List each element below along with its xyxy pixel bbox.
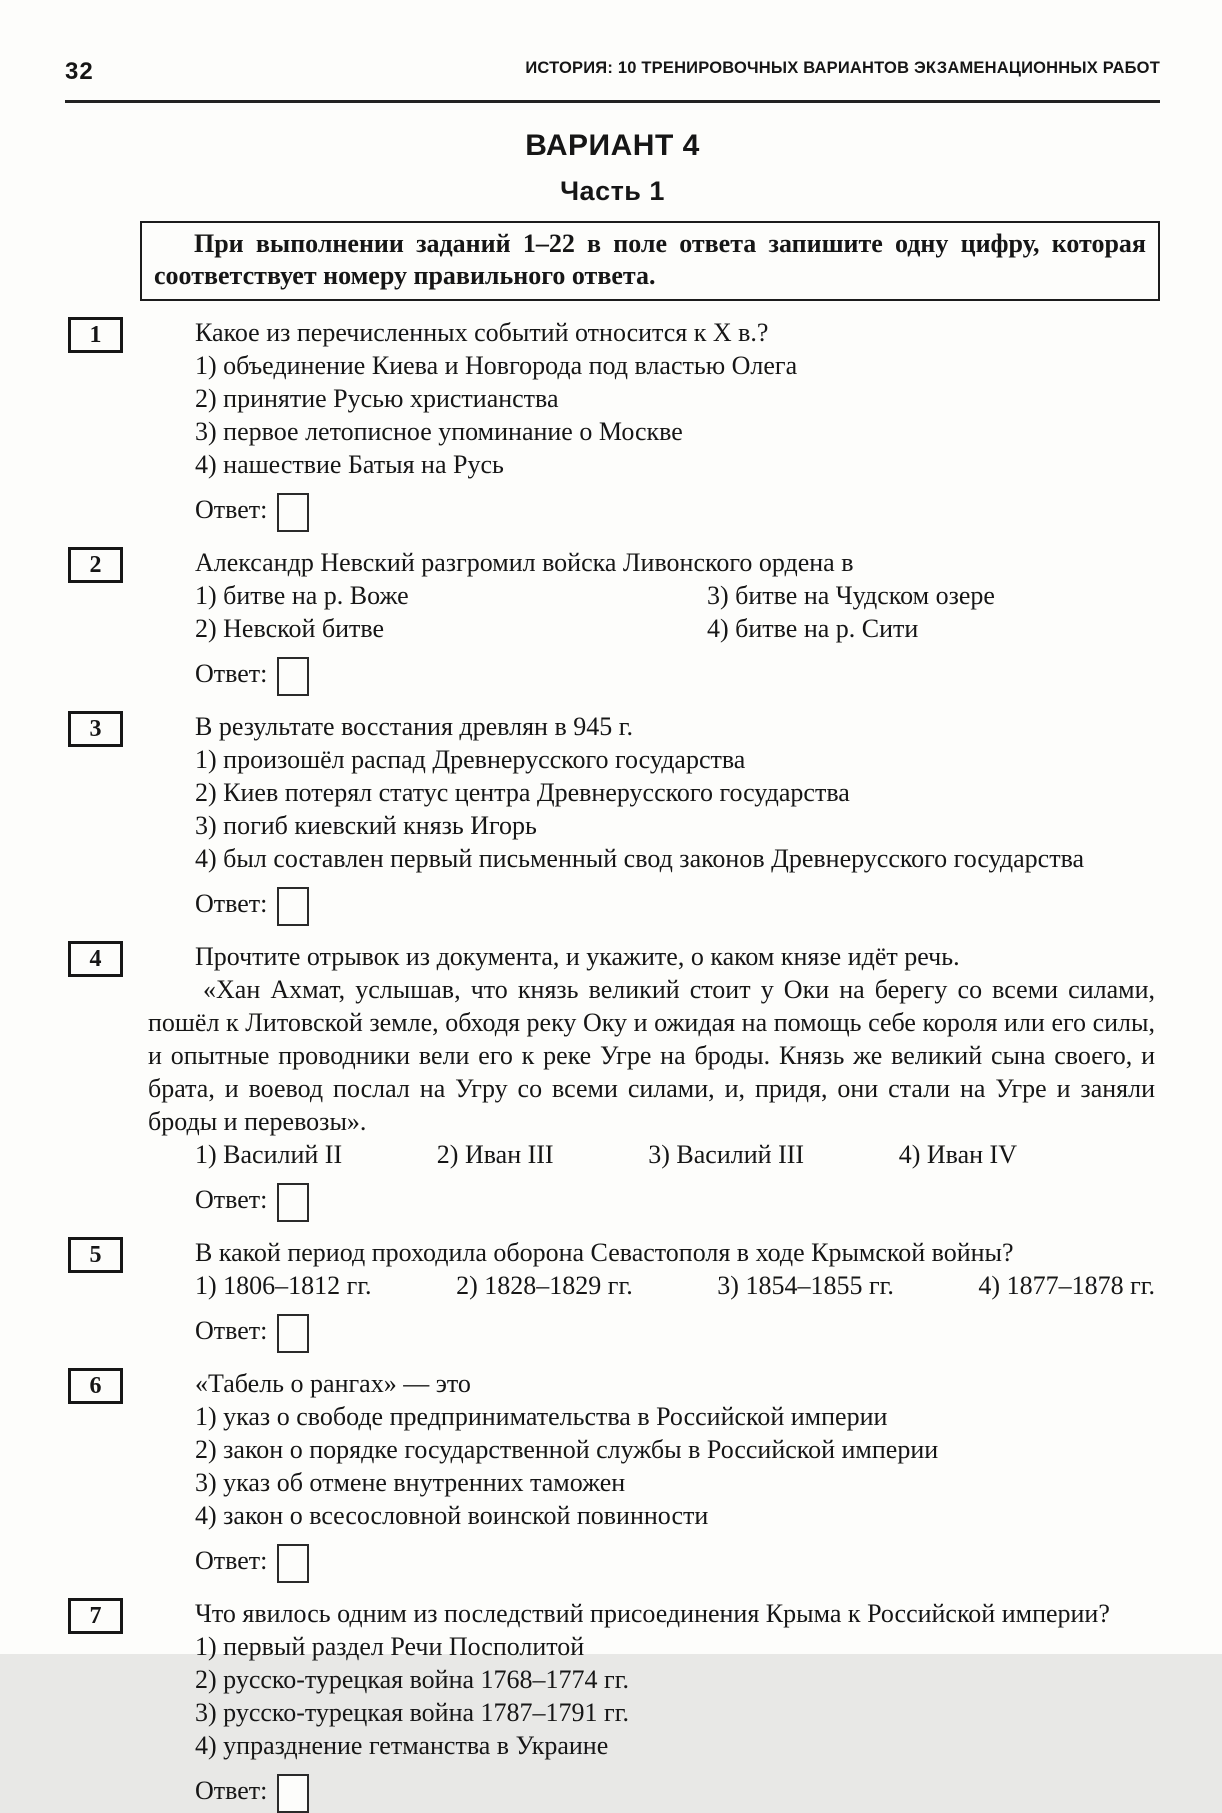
option: 1) указ о свободе предпринимательства в Российской империи xyxy=(195,1402,888,1431)
options-column xyxy=(660,579,995,645)
answer-label: Ответ: xyxy=(195,888,268,918)
answer-input-box[interactable] xyxy=(277,657,309,696)
option: 4) Иван IV xyxy=(898,1140,1017,1169)
answer-row xyxy=(195,1538,1155,1582)
running-header xyxy=(65,52,1160,88)
options-list xyxy=(148,1400,1155,1532)
answer-row xyxy=(195,1768,1155,1812)
question-text: «Табель о рангах» — это xyxy=(195,1369,471,1398)
question-number-box xyxy=(68,547,123,583)
question-number-box xyxy=(68,711,123,747)
options-list xyxy=(148,1269,1155,1302)
option: 2) русско-турецкая война 1768–1774 гг. xyxy=(195,1665,629,1694)
option: 2) 1828–1829 гг. xyxy=(456,1271,633,1300)
question-6 xyxy=(89,1367,1155,1582)
option: 4) был составлен первый письменный свод законов Древнерусского государства xyxy=(195,844,1085,873)
instruction-text: При выполнении заданий 1–22 в поле ответа запишите одну цифру, которая соответствует номеру правильного ответа. xyxy=(154,229,1146,290)
option: 2) Иван III xyxy=(436,1140,554,1169)
question-number-box xyxy=(68,1237,123,1273)
answer-row xyxy=(195,1177,1155,1221)
question-2 xyxy=(89,546,1155,695)
question-number: 2 xyxy=(89,551,102,578)
question-number: 5 xyxy=(89,1241,102,1268)
answer-label: Ответ: xyxy=(195,494,268,524)
answer-row xyxy=(195,487,1155,531)
part-title: Часть 1 xyxy=(560,176,665,206)
option: 2) Невской битве xyxy=(195,614,385,643)
variant-title: ВАРИАНТ 4 xyxy=(525,129,700,162)
question-number: 7 xyxy=(89,1602,102,1629)
question-text: В какой период проходила оборона Севастополя в ходе Крымской войны? xyxy=(195,1238,1014,1267)
option: 3) русско-турецкая война 1787–1791 гг. xyxy=(195,1698,629,1727)
answer-label: Ответ: xyxy=(195,1184,268,1214)
question-text: Какое из перечисленных событий относится к X в.? xyxy=(195,318,769,347)
question-5 xyxy=(89,1236,1155,1352)
answer-row xyxy=(195,1308,1155,1352)
option: 1) 1806–1812 гг. xyxy=(195,1271,372,1300)
question-number: 3 xyxy=(89,715,102,742)
question-number: 1 xyxy=(89,321,102,348)
question-4 xyxy=(89,940,1155,1221)
question-3 xyxy=(89,710,1155,925)
answer-input-box[interactable] xyxy=(277,1314,309,1353)
options-list xyxy=(148,349,1155,481)
running-header-title: ИСТОРИЯ: 10 ТРЕНИРОВОЧНЫХ ВАРИАНТОВ ЭКЗАМЕНАЦИОННЫХ РАБОТ xyxy=(525,59,1160,77)
option: 3) указ об отмене внутренних таможен xyxy=(195,1468,626,1497)
answer-row xyxy=(195,881,1155,925)
option: 4) 1877–1878 гг. xyxy=(978,1271,1155,1300)
answer-row xyxy=(195,651,1155,695)
option: 4) нашествие Батыя на Русь xyxy=(195,450,504,479)
question-text: Александр Невский разгромил войска Ливонского ордена в xyxy=(195,548,854,577)
answer-input-box[interactable] xyxy=(277,1183,309,1222)
answer-label: Ответ: xyxy=(195,1775,268,1805)
option: 1) произошёл распад Древнерусского государства xyxy=(195,745,746,774)
options-list xyxy=(148,743,1155,875)
options-column xyxy=(148,579,660,645)
question-quote: «Хан Ахмат, услышав, что князь великий стоит у Оки на берегу со всеми силами, пошёл к Литовской земле, обходя реку Оку и ожидая на помощь себе короля или его силы, и опытные проводники вели его к реке Угре на броды. Князь же великий сына своего, и брата, и воевод послал на Угру со всеми силами, и, придя, они стали на Угре и заняли броды и перевозы». xyxy=(148,975,1155,1136)
answer-input-box[interactable] xyxy=(277,493,309,532)
answer-label: Ответ: xyxy=(195,1545,268,1575)
option: 4) закон о всесословной воинской повинности xyxy=(195,1501,709,1530)
answer-label: Ответ: xyxy=(195,658,268,688)
option: 3) Василий III xyxy=(648,1140,805,1169)
question-number: 4 xyxy=(89,945,102,972)
option: 2) принятие Русью христианства xyxy=(195,384,559,413)
option: 1) первый раздел Речи Посполитой xyxy=(195,1632,585,1661)
option: 1) Василий II xyxy=(195,1140,343,1169)
question-number-box xyxy=(68,1598,123,1634)
question-number: 6 xyxy=(89,1372,102,1399)
answer-label: Ответ: xyxy=(195,1315,268,1345)
options-list xyxy=(148,1630,1155,1762)
question-text: Прочтите отрывок из документа, и укажите, о каком князе идёт речь. xyxy=(195,942,960,971)
question-number-box xyxy=(68,1368,123,1404)
option: 1) объединение Киева и Новгорода под властью Олега xyxy=(195,351,798,380)
instruction-box xyxy=(140,221,1160,301)
answer-input-box[interactable] xyxy=(277,1774,309,1813)
question-text: В результате восстания древлян в 945 г. xyxy=(195,712,633,741)
question-number-box xyxy=(68,317,123,353)
question-text: Что явилось одним из последствий присоединения Крыма к Российской империи? xyxy=(195,1599,1110,1628)
question-1 xyxy=(89,316,1155,531)
option: 3) 1854–1855 гг. xyxy=(717,1271,894,1300)
option: 3) первое летописное упоминание о Москве xyxy=(195,417,683,446)
options-list xyxy=(148,579,1155,645)
answer-input-box[interactable] xyxy=(277,887,309,926)
header-rule xyxy=(65,100,1160,103)
option: 4) упразднение гетманства в Украине xyxy=(195,1731,609,1760)
option: 3) битве на Чудском озере xyxy=(707,581,995,610)
question-number-box xyxy=(68,941,123,977)
question-7 xyxy=(89,1597,1155,1812)
answer-input-box[interactable] xyxy=(277,1544,309,1583)
option: 4) битве на р. Сити xyxy=(707,614,919,643)
questions-list xyxy=(89,316,1155,1812)
option: 2) Киев потерял статус центра Древнерусского государства xyxy=(195,778,850,807)
page-number: 32 xyxy=(65,58,94,85)
option: 1) битве на р. Воже xyxy=(195,581,409,610)
option: 2) закон о порядке государственной службы в Российской империи xyxy=(195,1435,939,1464)
options-list xyxy=(148,1138,1155,1171)
option: 3) погиб киевский князь Игорь xyxy=(195,811,537,840)
